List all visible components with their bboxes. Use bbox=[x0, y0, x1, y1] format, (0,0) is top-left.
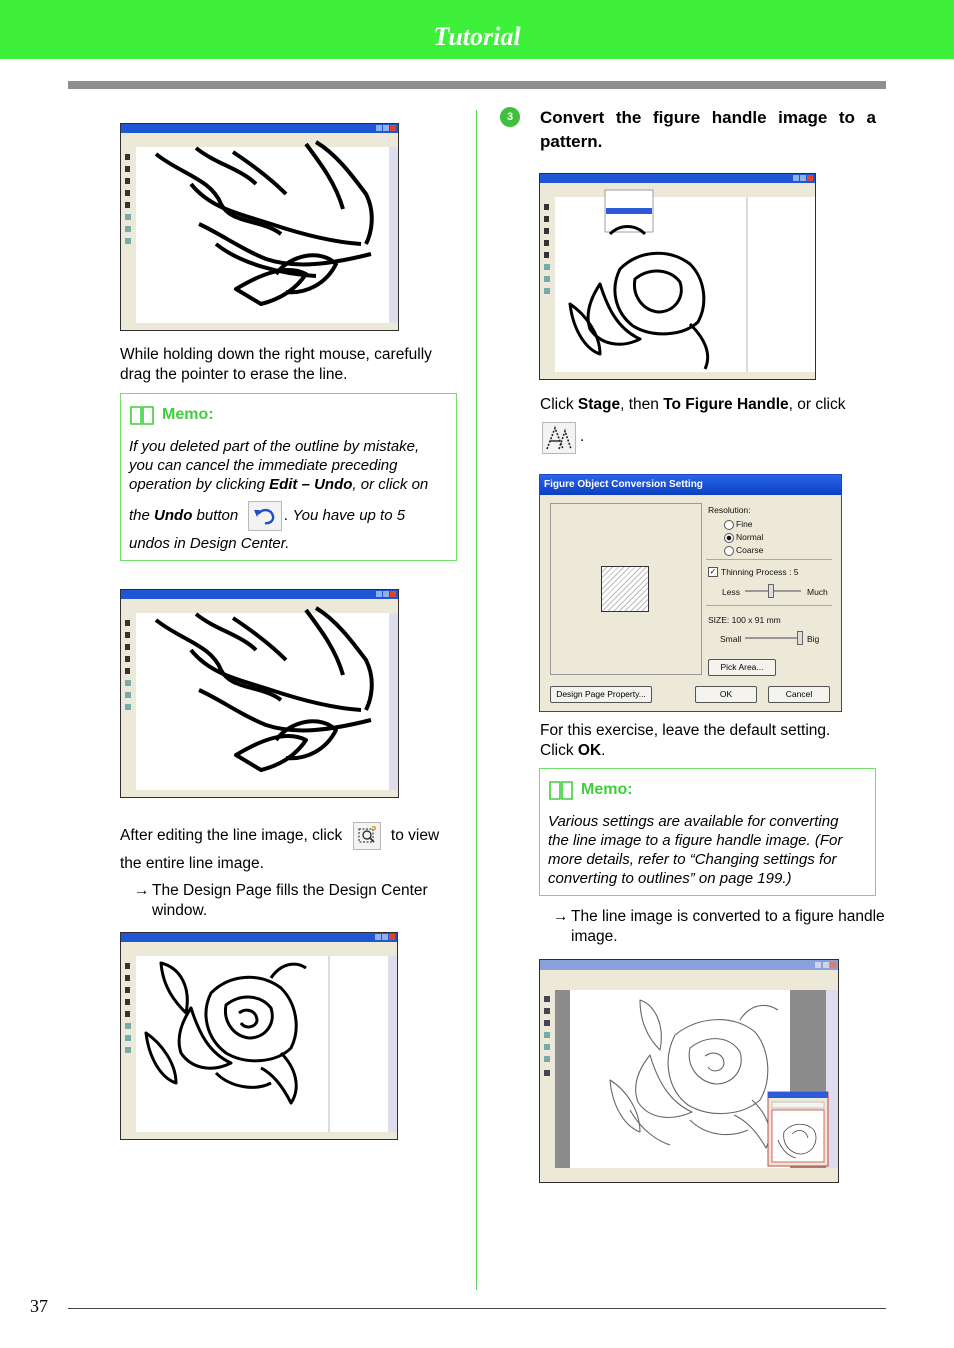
screenshot-figure-handle bbox=[539, 959, 839, 1183]
column-divider bbox=[476, 110, 477, 1290]
screenshot-full-rose bbox=[120, 932, 398, 1140]
text-line: For this exercise, leave the default setting. bbox=[540, 722, 831, 739]
step-heading: Convert the figure handle image to a pattern. bbox=[540, 108, 876, 151]
radio-coarse[interactable] bbox=[724, 546, 734, 556]
memo-text bbox=[548, 812, 870, 888]
thinning-slider-thumb[interactable] bbox=[768, 584, 774, 598]
separator bbox=[706, 605, 832, 606]
memo-line: Various settings are available for converting bbox=[548, 813, 839, 830]
figure-object-conversion-dialog bbox=[539, 474, 842, 712]
less-label: Less bbox=[722, 587, 740, 597]
memo-text-fragment: the bbox=[129, 507, 155, 524]
screenshot-line-erased bbox=[120, 589, 399, 798]
memo-line bbox=[129, 475, 449, 494]
header-rule bbox=[68, 81, 886, 89]
ok-button[interactable]: OK bbox=[695, 686, 757, 703]
big-label: Big bbox=[807, 634, 820, 644]
book-icon bbox=[548, 779, 574, 801]
text-fragment: Click bbox=[540, 396, 578, 413]
memo-text-fragment: . You have up to 5 bbox=[284, 507, 406, 524]
text-fragment: , or click bbox=[788, 396, 846, 413]
memo-box-settings bbox=[539, 768, 876, 896]
memo-text-fragment: button bbox=[192, 507, 239, 524]
arrow-icon: → bbox=[134, 882, 150, 899]
page-number: 37 bbox=[30, 1296, 48, 1316]
result-item-design-page bbox=[130, 881, 482, 921]
header-banner bbox=[0, 0, 954, 59]
arrow-icon: → bbox=[553, 908, 569, 925]
radio-coarse-label: Coarse bbox=[736, 545, 764, 555]
memo-text-fragment: , or click on bbox=[352, 476, 429, 493]
menu-to-figure-handle: To Figure Handle bbox=[663, 396, 789, 413]
page-title: Tutorial bbox=[433, 22, 521, 51]
size-slider[interactable] bbox=[745, 637, 801, 639]
text-fragment: Click bbox=[540, 742, 578, 759]
memo-title: Memo: bbox=[581, 781, 633, 798]
figure-handle-button-row bbox=[542, 422, 585, 454]
preview-pane bbox=[550, 503, 702, 675]
memo-line bbox=[129, 500, 449, 532]
thinning-checkbox[interactable]: ✓ bbox=[709, 567, 717, 576]
thinning-label: Thinning Process : 5 bbox=[721, 567, 799, 577]
undo-label: Undo bbox=[154, 507, 193, 524]
radio-fine-label: Fine bbox=[736, 519, 753, 529]
text-fragment: , then bbox=[620, 396, 664, 413]
memo-title: Memo: bbox=[162, 406, 214, 423]
preview-swatch bbox=[601, 566, 649, 612]
zoom-fit-button-icon[interactable] bbox=[353, 822, 381, 850]
memo-line: undos in Design Center. bbox=[129, 535, 290, 552]
result-item-converted bbox=[549, 907, 891, 947]
figure-handle-button-icon[interactable] bbox=[542, 422, 576, 454]
radio-fine[interactable] bbox=[724, 520, 734, 530]
result-text: The line image is converted to a figure handle image. bbox=[571, 908, 885, 945]
menu-stage: Stage bbox=[577, 396, 621, 413]
cancel-button[interactable]: Cancel bbox=[768, 686, 830, 703]
result-text: The Design Page fills the Design Center window. bbox=[152, 882, 428, 919]
memo-box-undo bbox=[120, 393, 457, 561]
memo-line: you can cancel the immediate preceding bbox=[129, 457, 398, 474]
book-icon bbox=[129, 404, 155, 426]
screenshot-stage-menu bbox=[539, 173, 816, 380]
pick-area-button[interactable]: Pick Area... bbox=[708, 659, 776, 676]
text-line bbox=[540, 741, 880, 761]
radio-normal-label: Normal bbox=[736, 532, 764, 542]
step-number-badge: 3 bbox=[500, 107, 520, 127]
memo-text-fragment: operation by clicking bbox=[129, 476, 270, 493]
design-page-property-button[interactable]: Design Page Property... bbox=[550, 686, 652, 703]
much-label: Much bbox=[807, 587, 828, 597]
text-fragment: . bbox=[601, 742, 606, 759]
footer-rule bbox=[68, 1308, 886, 1309]
undo-button-icon[interactable] bbox=[248, 501, 282, 531]
screenshot-erase-line bbox=[120, 123, 399, 331]
separator bbox=[706, 559, 832, 560]
ok-label: OK bbox=[577, 742, 602, 759]
paragraph-default-setting bbox=[540, 721, 880, 761]
paragraph-erase-instructions: While holding down the right mouse, carefully drag the pointer to erase the line. bbox=[120, 346, 432, 383]
memo-text bbox=[129, 437, 449, 553]
dialog-title: Figure Object Conversion Setting bbox=[540, 475, 841, 495]
menu-path-edit-undo: Edit – Undo bbox=[269, 476, 353, 493]
size-label: SIZE: 100 x 91 mm bbox=[708, 615, 781, 625]
text-fragment: the entire line image. bbox=[120, 855, 264, 873]
size-slider-thumb[interactable] bbox=[797, 631, 803, 645]
text-fragment: After editing the line image, click bbox=[120, 827, 343, 845]
small-label: Small bbox=[720, 634, 742, 644]
memo-line: the line image to a figure handle image. (For bbox=[548, 832, 843, 849]
memo-line: converting to outlines” on page 199.) bbox=[548, 870, 792, 887]
radio-normal[interactable] bbox=[724, 533, 734, 543]
text-fragment: . bbox=[580, 428, 585, 445]
memo-line: more details, refer to “Changing settings for bbox=[548, 851, 837, 868]
memo-line: If you deleted part of the outline by mistake, bbox=[129, 438, 420, 455]
text-fragment: to view bbox=[390, 827, 440, 845]
paragraph-click-stage bbox=[540, 395, 880, 415]
paragraph-view-entire bbox=[120, 822, 460, 878]
resolution-label: Resolution: bbox=[708, 505, 751, 515]
